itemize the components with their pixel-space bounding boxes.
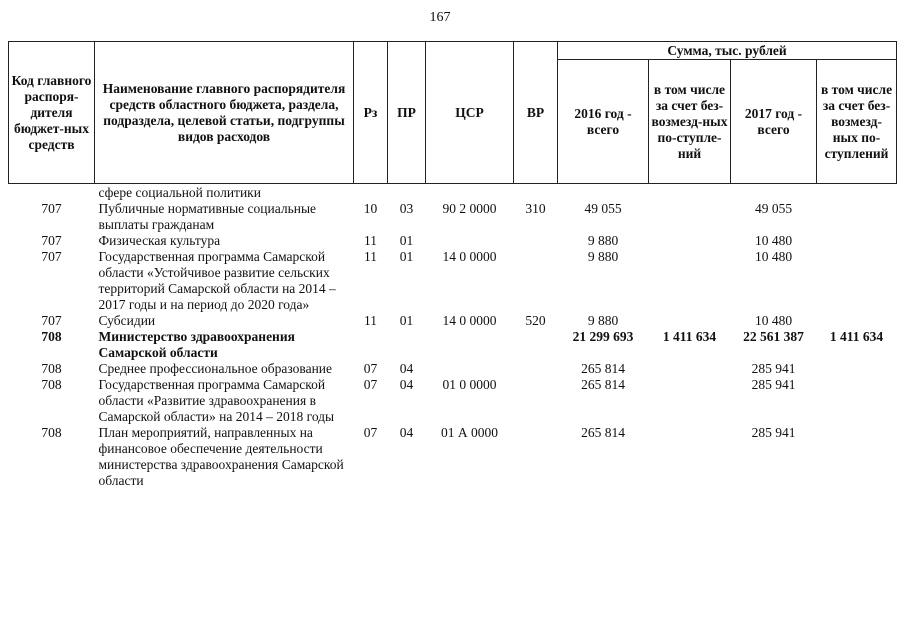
csr-cell: 01 А 0000	[441, 425, 498, 440]
rz-cell: 10	[363, 201, 378, 216]
rz-cell: 11	[364, 313, 377, 328]
free-2016-cell	[649, 249, 731, 313]
table-row	[9, 377, 897, 425]
free-2016-cell	[649, 233, 731, 249]
free-2016-cell	[649, 184, 731, 202]
pr-cell: 04	[399, 425, 414, 440]
header-2016-total: 2016 год - всего	[558, 60, 649, 184]
sum-2017-cell: 10 480	[754, 313, 793, 328]
code-cell	[9, 184, 95, 202]
sum-2016-cell: 9 880	[587, 249, 619, 264]
header-csr: ЦСР	[426, 42, 514, 184]
sum-2016-cell: 21 299 693	[572, 329, 634, 344]
free-2016-cell: 1 411 634	[662, 329, 717, 344]
free-2016-cell	[649, 361, 731, 377]
csr-cell: 90 2 0000	[442, 201, 497, 216]
page-number: 167	[429, 10, 451, 25]
sum-2016-cell: 9 880	[587, 233, 619, 248]
vr-cell	[514, 249, 558, 313]
table-row	[9, 249, 897, 313]
header-sum: Сумма, тыс. рублей	[558, 42, 897, 60]
code-cell: 708	[41, 425, 62, 440]
csr-cell	[426, 329, 514, 361]
name-cell: Физическая культура	[98, 233, 221, 248]
pr-cell	[388, 329, 426, 361]
csr-cell	[426, 184, 514, 202]
table-header	[9, 42, 897, 184]
csr-cell: 14 0 0000	[442, 313, 497, 328]
sum-2017-cell: 10 480	[754, 249, 793, 264]
sum-2017-cell: 285 941	[751, 361, 796, 376]
header-2016-free: в том числе за счет без-возмезд-ных по-ступле-ний	[649, 60, 731, 184]
vr-cell	[514, 184, 558, 202]
free-2017-cell	[817, 201, 897, 233]
rz-cell: 11	[364, 233, 377, 248]
csr-cell	[426, 233, 514, 249]
name-cell: Публичные нормативные социальные выплаты гражданам	[98, 201, 317, 232]
pr-cell: 01	[399, 233, 414, 248]
free-2017-cell: 1 411 634	[829, 329, 884, 344]
rz-cell: 07	[363, 361, 378, 376]
table-row	[9, 313, 897, 329]
csr-cell: 01 0 0000	[442, 377, 497, 392]
table-row	[9, 329, 897, 361]
vr-cell: 310	[525, 201, 546, 216]
header-2017-total: 2017 год - всего	[731, 60, 817, 184]
code-cell: 707	[41, 249, 62, 264]
sum-2016-cell	[558, 184, 649, 202]
free-2016-cell	[649, 425, 731, 489]
header-code: Код главного распоря-дителя бюджет-ных средств	[9, 42, 95, 184]
free-2017-cell	[817, 233, 897, 249]
free-2017-cell	[817, 377, 897, 425]
csr-cell	[426, 361, 514, 377]
vr-cell	[514, 425, 558, 489]
code-cell: 707	[41, 201, 62, 216]
budget-table	[8, 41, 897, 489]
header-rz: Рз	[354, 42, 388, 184]
table-row	[9, 184, 897, 202]
rz-cell: 07	[363, 425, 378, 440]
sum-2017-cell: 285 941	[751, 377, 796, 392]
code-cell: 707	[41, 313, 62, 328]
vr-cell: 520	[525, 313, 546, 328]
code-cell: 708	[41, 361, 62, 376]
name-cell: Субсидии	[98, 313, 156, 328]
pr-cell: 01	[399, 313, 414, 328]
free-2016-cell	[649, 201, 731, 233]
code-cell: 707	[41, 233, 62, 248]
code-cell: 708	[41, 329, 62, 344]
free-2017-cell	[817, 313, 897, 329]
csr-cell: 14 0 0000	[442, 249, 497, 264]
sum-2016-cell: 9 880	[587, 313, 619, 328]
table-row	[9, 201, 897, 233]
sum-2016-cell: 265 814	[581, 425, 625, 440]
sum-2017-cell: 22 561 387	[743, 329, 804, 344]
table-row	[9, 233, 897, 249]
vr-cell	[514, 361, 558, 377]
free-2017-cell	[817, 249, 897, 313]
name-cell: Государственная программа Самарской области «Развитие здравоохранения в Самарской области» на 2014 – 2018 годы	[98, 377, 335, 424]
free-2017-cell	[817, 184, 897, 202]
name-cell: Министерство здравоохранения Самарской области	[98, 329, 295, 360]
rz-cell: 11	[364, 249, 377, 264]
name-cell: Среднее профессиональное образование	[98, 361, 333, 376]
pr-cell: 04	[399, 377, 414, 392]
sum-2017-cell: 10 480	[754, 233, 793, 248]
sum-2017-cell	[731, 184, 817, 202]
header-2017-free: в том числе за счет без-возмезд-ных по-ступлений	[817, 60, 897, 184]
vr-cell	[514, 377, 558, 425]
sum-2017-cell: 285 941	[751, 425, 796, 440]
vr-cell	[514, 329, 558, 361]
name-cell: сфере социальной политики	[98, 185, 261, 200]
sum-2016-cell: 265 814	[581, 361, 625, 376]
header-vr: ВР	[514, 42, 558, 184]
free-2017-cell	[817, 361, 897, 377]
sum-2016-cell: 49 055	[584, 201, 622, 216]
free-2016-cell	[649, 313, 731, 329]
name-cell: Государственная программа Самарской области «Устойчивое развитие сельских территорий Самарской области на 2014 – 2017 годы и на период до 2020 года»	[98, 249, 336, 312]
pr-cell	[388, 184, 426, 202]
header-pr: ПР	[388, 42, 426, 184]
rz-cell	[354, 329, 388, 361]
rz-cell	[354, 184, 388, 202]
vr-cell	[514, 233, 558, 249]
pr-cell: 04	[399, 361, 414, 376]
rz-cell: 07	[363, 377, 378, 392]
header-name: Наименование главного распорядителя средств областного бюджета, раздела, подраздела, целевой статьи, подгруппы видов расходов	[95, 42, 354, 184]
table-row	[9, 425, 897, 489]
table-body	[9, 184, 897, 490]
code-cell: 708	[41, 377, 62, 392]
sum-2017-cell: 49 055	[754, 201, 793, 216]
free-2017-cell	[817, 425, 897, 489]
sum-2016-cell: 265 814	[581, 377, 625, 392]
name-cell: План мероприятий, направленных на финансовое обеспечение деятельности министерства здравоохранения Самарской области	[98, 425, 344, 488]
pr-cell: 03	[399, 201, 414, 216]
table-row	[9, 361, 897, 377]
pr-cell: 01	[399, 249, 414, 264]
free-2016-cell	[649, 377, 731, 425]
